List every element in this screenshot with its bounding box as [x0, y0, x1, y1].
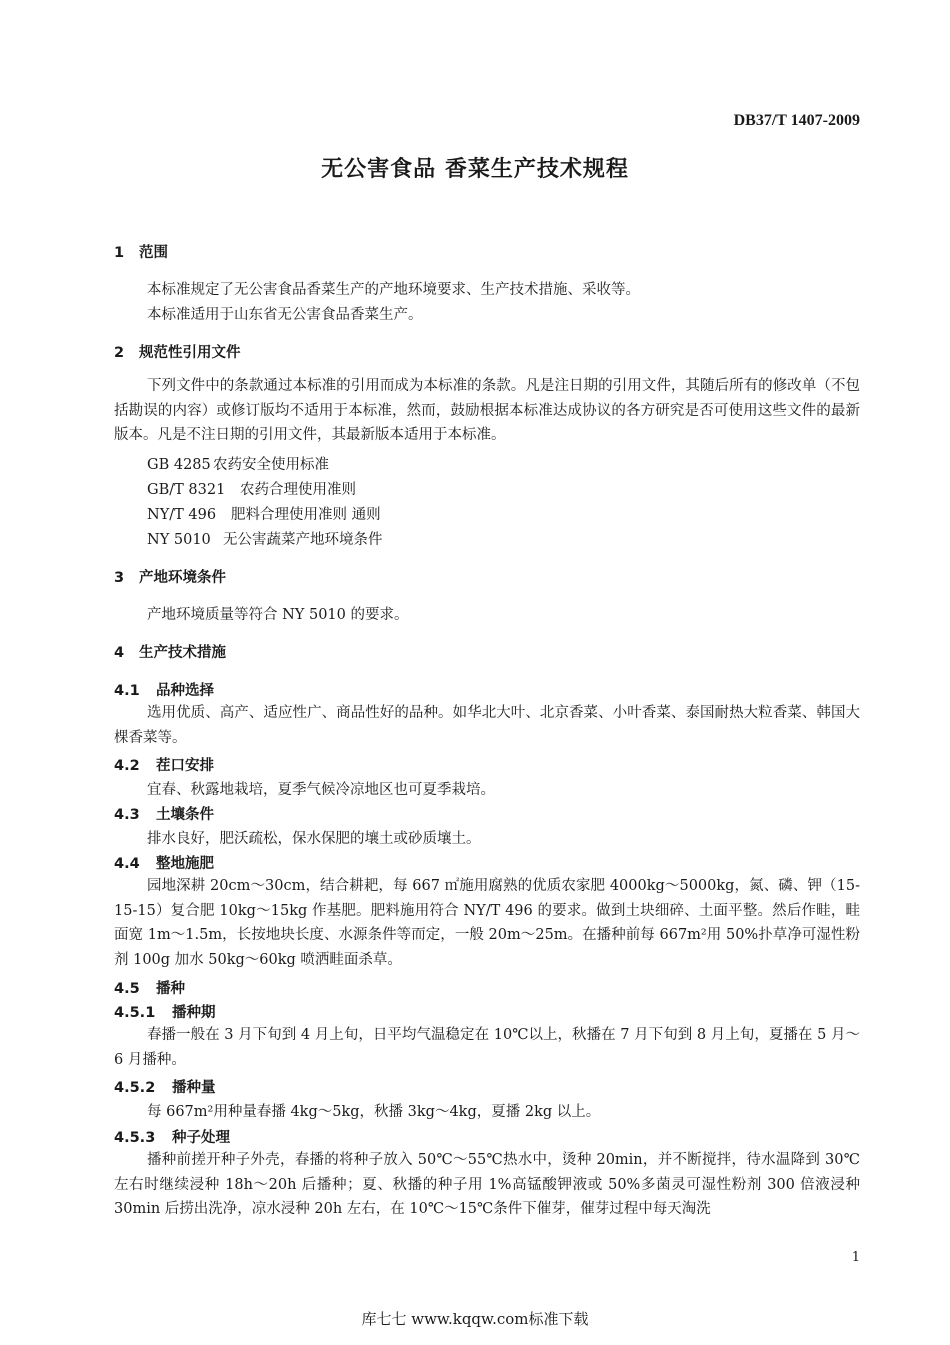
paragraph: 下列文件中的条款通过本标准的引用而成为本标准的条款。凡是注日期的引用文件，其随后所有的修改单（不包括勘误的内容）或修订版均不适用于本标准，然而，鼓励根据本标准达成协议的各方研究是否可使用这些文件的最新版本。凡是不注日期的引用文件，其最新版本适用于本标准。: [114, 378, 860, 444]
paragraph: 产地环境质量等符合 NY 5010 的要求。: [147, 607, 409, 623]
section-number: 1: [114, 245, 125, 261]
subsection-4-5-3-heading: [114, 1126, 230, 1147]
paragraph: 排水良好，肥沃疏松，保水保肥的壤土或砂质壤土。: [147, 831, 481, 847]
reference-item: [147, 478, 356, 499]
page-number: 1: [851, 1250, 860, 1265]
subsection-4-5-heading: [114, 977, 185, 998]
section-number: 4: [114, 645, 125, 661]
section-1-heading: [114, 241, 168, 262]
paragraph: 每 667m²用种量春播 4kg～5kg，秋播 3kg～4kg，夏播 2kg 以上。: [147, 1104, 601, 1120]
section-number: 4.5.3: [114, 1130, 156, 1146]
subsection-4-5-1-heading: [114, 1001, 216, 1022]
reference-name: 肥料合理使用准则 通则: [231, 507, 381, 523]
footer-watermark: 库七七 www.kqqw.com标准下载: [361, 1310, 589, 1328]
reference-code: GB/T 8321: [147, 482, 226, 498]
reference-code: NY 5010: [147, 532, 211, 548]
page-title: 无公害食品 香菜生产技术规程: [321, 157, 629, 182]
paragraph: 播种前搓开种子外壳，春播的将种子放入 50℃～55℃热水中，烫种 20min，并不断搅拌，待水温降到 30℃左右时继续浸种 18h～20h 后播种；夏、秋播的种子用 1%高锰酸钾液或 50%多菌灵可湿性粉剂 300 倍液浸种 30min 后捞出洗净，凉水浸种 20h 左右，在 10℃～15℃条件下催芽，催芽过程中每天淘洗: [114, 1152, 860, 1218]
section-number: 4.2: [114, 758, 140, 774]
section-3-heading: [114, 566, 226, 587]
reference-item: [147, 503, 381, 524]
paragraph: 宜春、秋露地栽培，夏季气候冷凉地区也可夏季栽培。: [147, 782, 495, 798]
section-number: 4.5.1: [114, 1005, 156, 1021]
paragraph: 本标准适用于山东省无公害食品香菜生产。: [147, 307, 423, 323]
section-title: 品种选择: [156, 683, 214, 699]
section-title: 种子处理: [172, 1130, 230, 1146]
subsection-4-4-heading: [114, 852, 214, 873]
section-title: 播种量: [172, 1080, 216, 1096]
section-number: 4.1: [114, 683, 140, 699]
section-number: 2: [114, 345, 125, 361]
reference-name: 无公害蔬菜产地环境条件: [223, 532, 383, 548]
section-title: 产地环境条件: [139, 570, 226, 586]
reference-item: [147, 453, 329, 474]
paragraph: 选用优质、高产、适应性广、商品性好的品种。如华北大叶、北京香菜、小叶香菜、泰国耐热大粒香菜、韩国大棵香菜等。: [114, 705, 860, 746]
section-title: 范围: [139, 245, 168, 261]
section-number: 4.4: [114, 856, 140, 872]
section-2-heading: [114, 341, 241, 362]
standard-code: DB37/T 1407-2009: [733, 112, 860, 129]
section-number: 3: [114, 570, 125, 586]
section-number: 4.3: [114, 807, 140, 823]
reference-item: [147, 528, 383, 549]
subsection-4-1-heading: [114, 679, 214, 700]
section-title: 生产技术措施: [139, 645, 226, 661]
paragraph: 园地深耕 20cm～30cm，结合耕耙，每 667 ㎡施用腐熟的优质农家肥 4000kg～5000kg，氮、磷、钾（15-15-15）复合肥 10kg～15kg 作基肥。肥料施用符合 NY/T 496 的要求。做到土块细碎、土面平整。然后作畦，畦面宽 1m～1.5m，长按地块长度、水源条件等而定，一般 20m～25m。在播种前每 667m²用 50%扑草净可湿性粉剂 100g 加水 50kg～60kg 喷洒畦面杀草。: [114, 878, 860, 968]
section-number: 4.5.2: [114, 1080, 156, 1096]
paragraph: 本标准规定了无公害食品香菜生产的产地环境要求、生产技术措施、采收等。: [147, 282, 640, 298]
subsection-4-2-heading: [114, 754, 214, 775]
section-4-heading: [114, 641, 226, 662]
reference-name: 农药安全使用标准: [213, 457, 329, 473]
reference-code: NY/T 496: [147, 507, 217, 523]
section-title: 茬口安排: [156, 758, 214, 774]
section-title: 整地施肥: [156, 856, 214, 872]
section-title: 规范性引用文件: [139, 345, 241, 361]
section-title: 播种: [156, 981, 185, 997]
section-title: 土壤条件: [156, 807, 214, 823]
section-title: 播种期: [172, 1005, 216, 1021]
section-number: 4.5: [114, 981, 140, 997]
reference-name: 农药合理使用准则: [240, 482, 356, 498]
subsection-4-3-heading: [114, 803, 214, 824]
paragraph: 春播一般在 3 月下旬到 4 月上旬，日平均气温稳定在 10℃以上，秋播在 7 月下旬到 8 月上旬，夏播在 5 月～6 月播种。: [114, 1027, 860, 1068]
reference-code: GB 4285: [147, 457, 211, 473]
subsection-4-5-2-heading: [114, 1076, 216, 1097]
